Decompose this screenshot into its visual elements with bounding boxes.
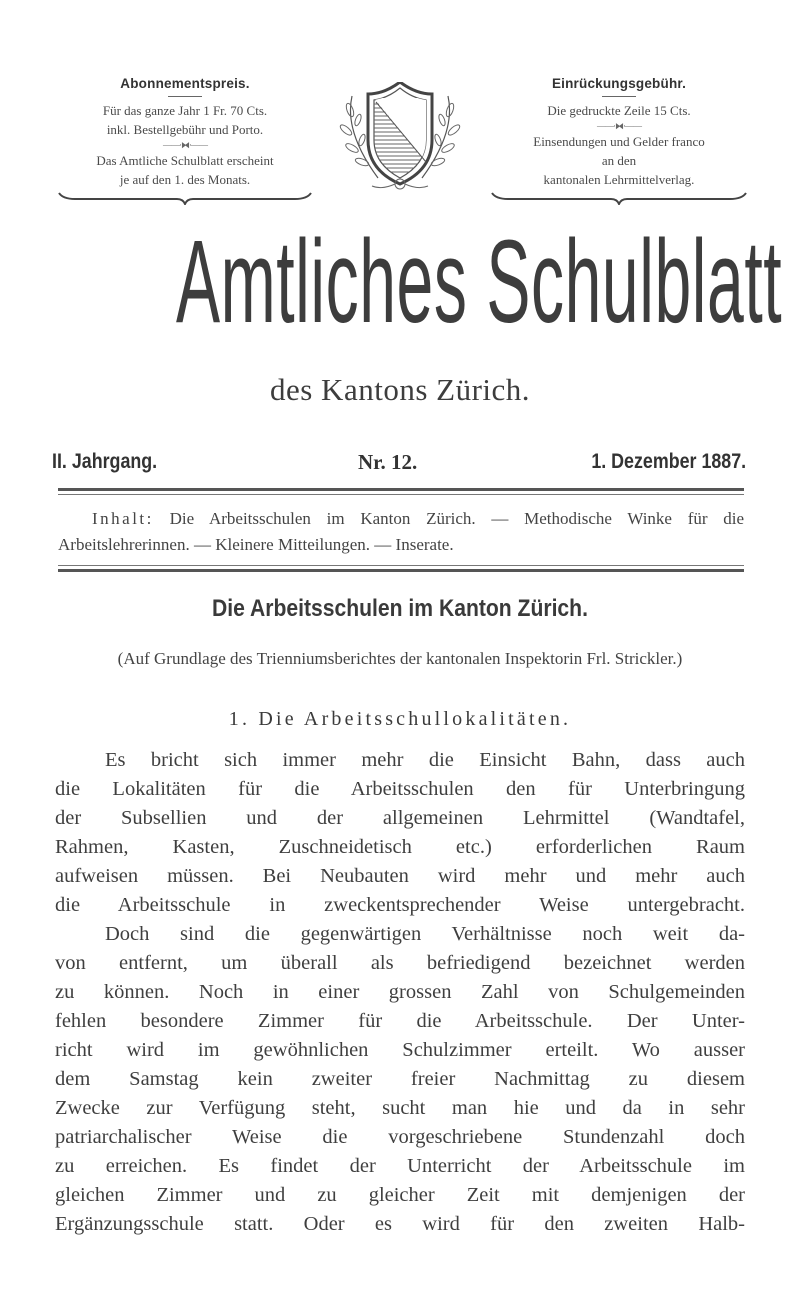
text-line: richt wird im gewöhnlichen Schulzimmer erteilt. Wo ausser <box>55 1039 745 1061</box>
submissions-line-2: an den <box>601 153 637 168</box>
article-subtitle: (Auf Grundlage des Trienniumsberichtes der kantonalen Inspektorin Frl. Strickler.) <box>117 649 683 668</box>
text-line: zu erreichen. Es findet der Unterricht der Arbeitsschule im <box>55 1155 745 1177</box>
subscription-price-box <box>55 74 315 205</box>
text-line: Doch sind die gegenwärtigen Verhältnisse noch weit da- <box>105 923 745 945</box>
masthead-title: Amtliches Schulblatt <box>176 216 783 348</box>
text-line: fehlen besondere Zimmer für die Arbeitsschule. Der Unter- <box>55 1010 745 1032</box>
line-price: Die gedruckte Zeile 15 Cts. <box>547 103 691 118</box>
top-double-rule <box>58 488 744 495</box>
advertising-fee-heading: Einrückungsgebühr. <box>551 76 687 91</box>
paragraph-1 <box>55 746 745 920</box>
ornament-divider-icon: ——·⧓·—— <box>597 121 641 131</box>
bottom-double-rule <box>58 565 744 572</box>
text-line: gleichen Zimmer und zu gleicher Zeit mit demjenigen der <box>55 1184 745 1206</box>
paragraph-2 <box>55 920 745 1239</box>
text-line: Zwecke zur Verfügung steht, sucht man hie und da in sehr <box>55 1097 745 1119</box>
contents-label: Inhalt: <box>92 509 154 528</box>
text-line: Rahmen, Kasten, Zuschneidetisch etc.) erforderlichen Raum <box>55 836 745 858</box>
submissions-line: Einsendungen und Gelder franco <box>533 134 705 149</box>
article-title: Die Arbeitsschulen im Kanton Zürich. <box>212 595 588 622</box>
masthead-subtitle: des Kantons Zürich. <box>269 372 531 407</box>
brace-ornament-icon <box>488 191 750 205</box>
issue-number: Nr. 12. <box>358 450 418 474</box>
zurich-coat-of-arms-with-laurel-icon <box>338 82 462 194</box>
text-line: aufweisen müssen. Bei Neubauten wird mehr und mehr auch <box>55 865 745 887</box>
text-line: die Arbeitsschule in zweckentsprechender Weise untergebracht. <box>55 894 745 916</box>
divider <box>168 96 202 97</box>
ornament-divider-icon: ——·⧓·—— <box>163 140 207 150</box>
text-line: dem Samstag kein zweiter freier Nachmittag zu diesem <box>55 1068 745 1090</box>
coat-of-arms-emblem <box>338 82 462 194</box>
volume-label: II. Jahrgang. <box>52 450 158 473</box>
submissions-line-3: kantonalen Lehrmittelverlag. <box>543 172 695 187</box>
issue-date: 1. Dezember 1887. <box>591 450 746 473</box>
brace-ornament-icon <box>55 191 315 205</box>
text-line: zu können. Noch in einer grossen Zahl von Schulgemeinden <box>55 981 745 1003</box>
price-note-line: inkl. Bestellgebühr und Porto. <box>106 122 264 137</box>
contents-text: Die Arbeitsschulen im Kanton Zürich. — Methodische Winke für die Arbeitslehrerinnen. — Kleinere Mitteilungen. — Inserate. <box>58 509 745 554</box>
text-line: Ergänzungsschule statt. Oder es wird für den zweiten Halb- <box>55 1213 745 1235</box>
publication-line: Das Amtliche Schulblatt erscheint <box>96 153 274 168</box>
text-line: von entfernt, um überall als befriedigend bezeichnet werden <box>55 952 745 974</box>
text-line: die Lokalitäten für die Arbeitsschulen den für Unterbringung <box>55 778 745 800</box>
text-line: Es bricht sich immer mehr die Einsicht Bahn, dass auch <box>105 749 745 771</box>
text-line: der Subsellien und der allgemeinen Lehrmittel (Wandtafel, <box>55 807 745 829</box>
divider <box>602 96 636 97</box>
price-line: Für das ganze Jahr 1 Fr. 70 Cts. <box>102 103 268 118</box>
subscription-heading: Abonnementspreis. <box>120 76 250 91</box>
text-line: patriarchalischer Weise die vorgeschriebene Stundenzahl doch <box>55 1126 745 1148</box>
section-heading: 1. Die Arbeitsschullokalitäten. <box>228 708 572 730</box>
publication-date-line: je auf den 1. des Monats. <box>119 172 251 187</box>
table-of-contents <box>58 506 744 558</box>
advertising-fee-box <box>488 74 750 205</box>
